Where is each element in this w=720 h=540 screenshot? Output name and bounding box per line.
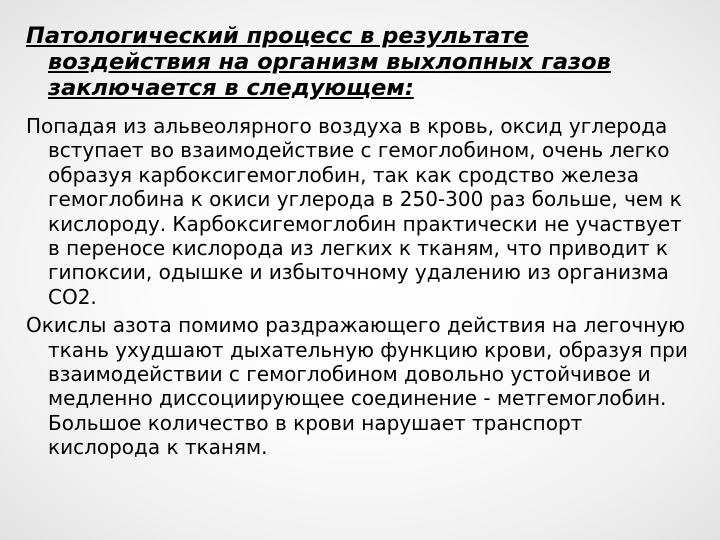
slide-body [26,114,696,464]
paragraph-carbon-monoxide: Попадая из альвеолярного воздуха в кровь, оксид углерода вступает во взаимодействие с гемоглобином, очень легко образуя карбоксигемоглобин, так как сродство железа гемоглобина к окиси углерода в 250-300 раз больше, чем к кислороду. Карбоксигемоглобин практически не участвует в переносе кислорода из легких к тканям, что приводит к гипоксии, одышке и избыточному удалению из организма СО2. [26,114,682,309]
slide-title: Патологический процесс в результате воздействия на организм выхлопных газов заключается в следующем: [26,23,611,101]
paragraph-nitrogen-oxides: Окислы азота помимо раздражающего действия на легочную ткань ухудшают дыхательную функцию крови, образуя при взаимодействии с гемоглобином довольно устойчивое и медленно диссоциирующее соединение - метгемоглобин. Большое количество в крови нарушает транспорт кислорода к тканям. [26,313,688,460]
